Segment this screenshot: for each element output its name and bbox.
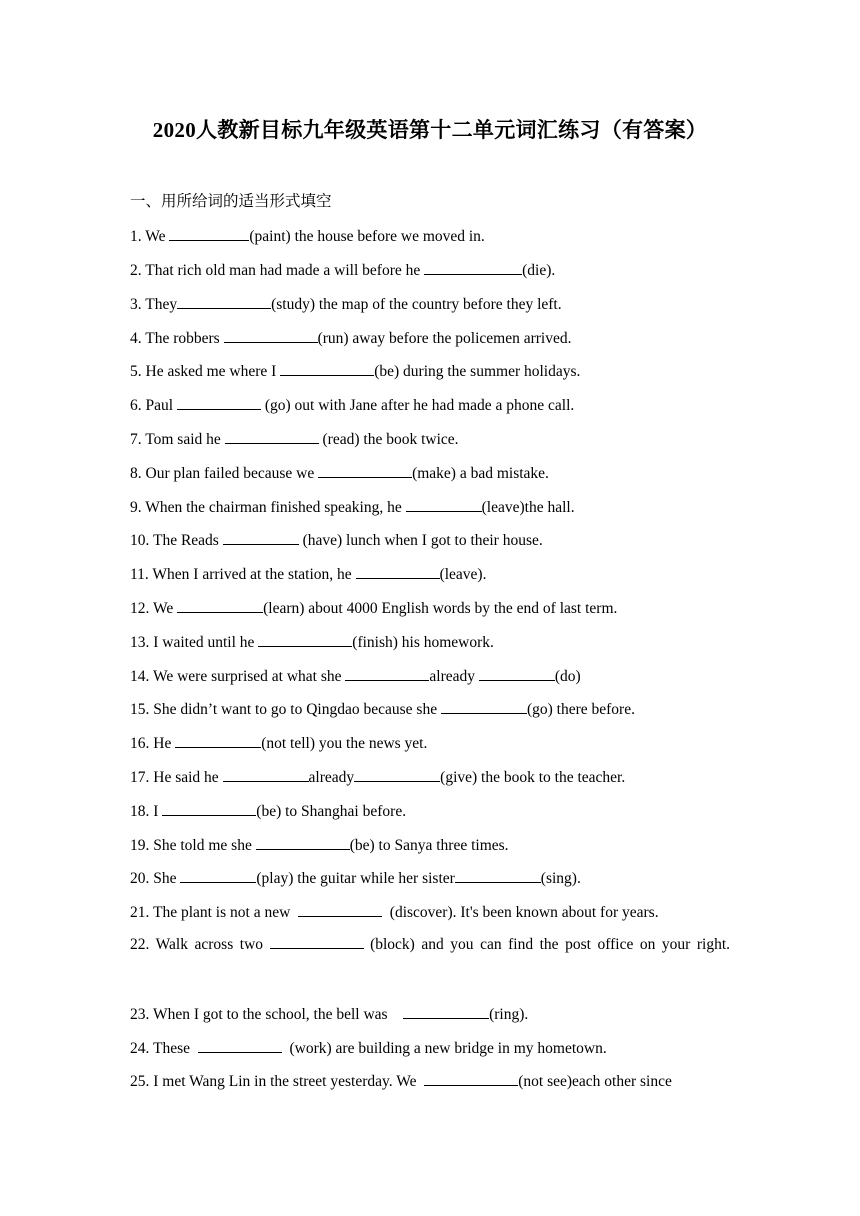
question-item: 2. That rich old man had made a will before he (die).	[130, 262, 556, 279]
question-item: 23. When I got to the school, the bell was (ring).	[130, 1006, 529, 1023]
document-title: 2020人教新目标九年级英语第十二单元词汇练习（有答案）	[152, 118, 708, 142]
question-item: 4. The robbers (run) away before the policemen arrived.	[130, 330, 572, 347]
answer-blank[interactable]	[403, 1004, 489, 1019]
section-heading: 一、用所给词的适当形式填空	[130, 193, 332, 210]
question-item: 21. The plant is not a new (discover). It's been known about for years.	[130, 904, 659, 921]
question-item: 6. Paul (go) out with Jane after he had made a phone call.	[130, 397, 575, 414]
answer-blank[interactable]	[223, 530, 299, 545]
question-item: 24. These (work) are building a new bridge in my hometown.	[130, 1040, 607, 1057]
answer-blank[interactable]	[175, 733, 261, 748]
question-item: 13. I waited until he (finish) his homework.	[130, 634, 494, 651]
answer-blank[interactable]	[224, 328, 318, 343]
answer-blank[interactable]	[354, 767, 440, 782]
question-item: 16. He (not tell) you the news yet.	[130, 735, 428, 752]
answer-blank[interactable]	[180, 868, 256, 883]
question-item: 14. We were surprised at what she already (do)	[130, 668, 581, 685]
question-item: 20. She (play) the guitar while her sister (sing).	[130, 870, 581, 887]
answer-blank[interactable]	[258, 632, 352, 647]
answer-blank[interactable]	[479, 666, 555, 681]
answer-blank[interactable]	[198, 1038, 282, 1053]
answer-blank[interactable]	[345, 666, 429, 681]
question-item: 25. I met Wang Lin in the street yesterday. We (not see)each other since	[130, 1073, 672, 1090]
question-item: 10. The Reads (have) lunch when I got to their house.	[130, 532, 543, 549]
answer-blank[interactable]	[177, 395, 261, 410]
answer-blank[interactable]	[177, 598, 263, 613]
answer-blank[interactable]	[256, 835, 350, 850]
question-item: 19. She told me she (be) to Sanya three times.	[130, 837, 509, 854]
answer-blank[interactable]	[455, 868, 541, 883]
answer-blank[interactable]	[169, 226, 249, 241]
question-item: 9. When the chairman finished speaking, he (leave)the hall.	[130, 499, 575, 516]
question-item: 1. We (paint) the house before we moved in.	[130, 228, 485, 245]
answer-blank[interactable]	[356, 564, 440, 579]
answer-blank[interactable]	[225, 429, 319, 444]
question-item: 17. He said he already (give) the book to the teacher.	[130, 769, 626, 786]
question-item: 5. He asked me where I (be) during the summer holidays.	[130, 363, 581, 380]
answer-blank[interactable]	[280, 361, 374, 376]
answer-blank[interactable]	[424, 260, 522, 275]
answer-blank[interactable]	[318, 463, 412, 478]
answer-blank[interactable]	[424, 1071, 518, 1086]
answer-blank[interactable]	[270, 934, 364, 949]
question-item: 3. They (study) the map of the country before they left.	[130, 296, 562, 313]
question-item: 12. We (learn) about 4000 English words by the end of last term.	[130, 600, 618, 617]
answer-blank[interactable]	[162, 801, 256, 816]
answer-blank[interactable]	[223, 767, 309, 782]
question-item: 18. I (be) to Shanghai before.	[130, 803, 407, 820]
question-item: 22. Walk across two (block) and you can find the post office on your right.	[130, 936, 730, 953]
answer-blank[interactable]	[177, 294, 271, 309]
question-item: 7. Tom said he (read) the book twice.	[130, 431, 459, 448]
question-item: 15. She didn’t want to go to Qingdao because she (go) there before.	[130, 701, 635, 718]
answer-blank[interactable]	[406, 497, 482, 512]
question-item: 11. When I arrived at the station, he (leave).	[130, 566, 487, 583]
answer-blank[interactable]	[298, 902, 382, 917]
answer-blank[interactable]	[441, 699, 527, 714]
question-item: 8. Our plan failed because we (make) a bad mistake.	[130, 465, 549, 482]
